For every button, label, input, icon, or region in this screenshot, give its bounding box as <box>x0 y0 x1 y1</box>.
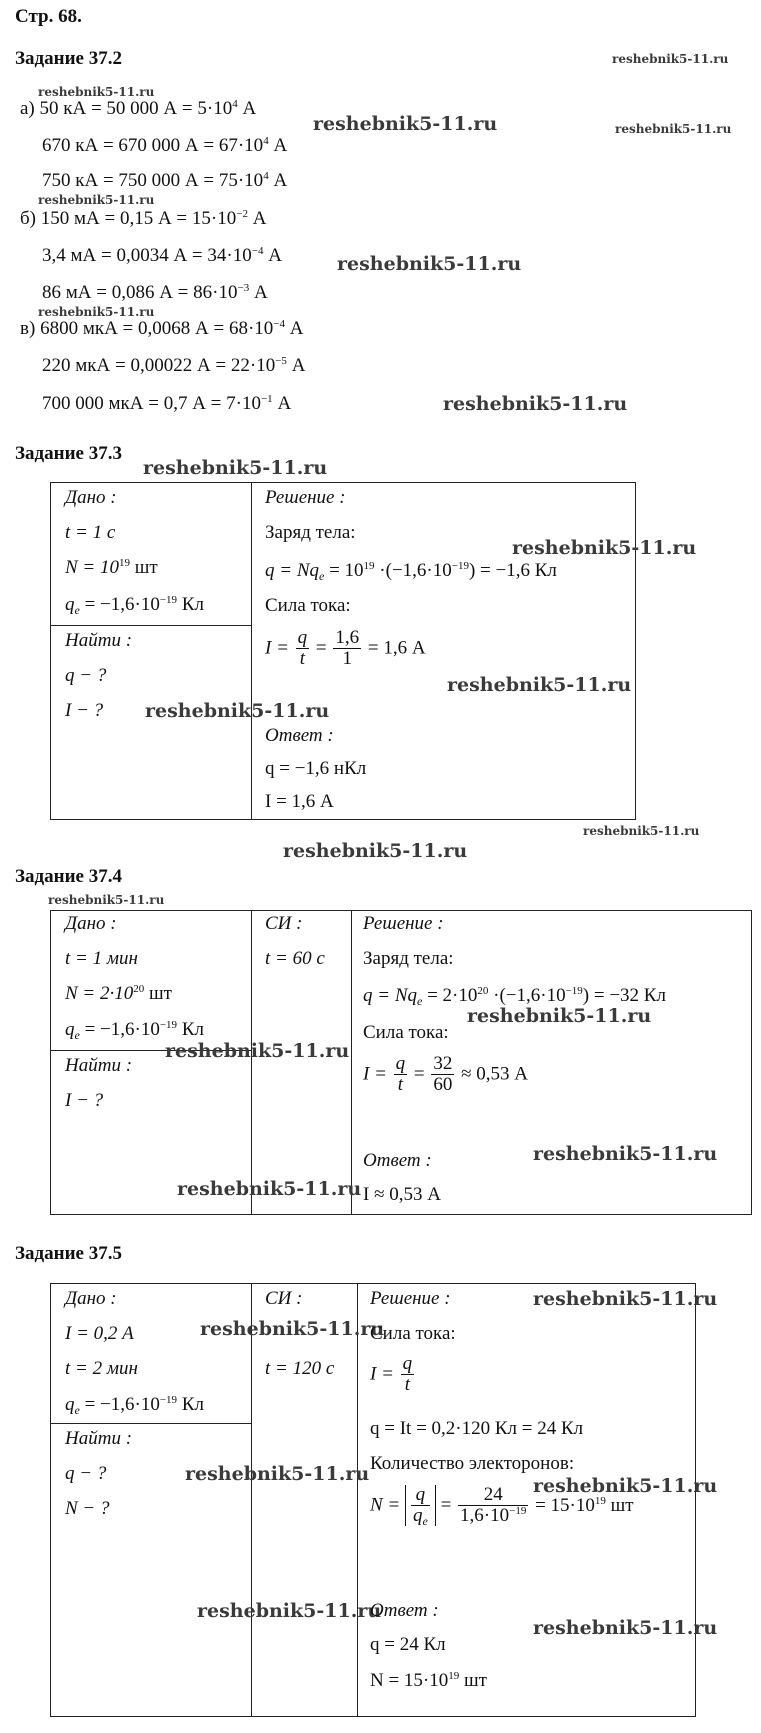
charge-label: Заряд тела: <box>363 948 454 969</box>
task-37-2-title: Задание 37.2 <box>15 48 122 69</box>
eq-text: 86 мА = 0,086 А = 86·10 <box>42 282 238 303</box>
si-label: СИ : <box>265 1288 303 1309</box>
unit: А <box>237 98 257 119</box>
watermark: reshebnik5-11.ru <box>283 840 468 862</box>
given-I: I = 0,2 А <box>65 1323 134 1344</box>
line-v2 <box>42 355 305 377</box>
watermark: reshebnik5-11.ru <box>533 1475 718 1497</box>
unit: А <box>247 208 267 229</box>
watermark: reshebnik5-11.ru <box>48 893 165 907</box>
answer-I: I ≈ 0,53 А <box>363 1184 441 1205</box>
charge-label: Заряд тела: <box>265 522 356 543</box>
find-q: q − ? <box>65 1463 107 1484</box>
watermark: reshebnik5-11.ru <box>313 113 498 135</box>
given-t: t = 1 мин <box>65 948 138 969</box>
line-b1 <box>20 208 266 230</box>
label-a: а) <box>20 98 35 119</box>
given-N: $N = 10^{19}$ шт <box>65 557 158 578</box>
watermark: reshebnik5-11.ru <box>38 85 155 99</box>
unit: А <box>285 318 304 339</box>
unit: А <box>268 170 288 191</box>
given-qe: $q_e = -1,6\cdot 10^{-19}$ Кл <box>65 594 204 617</box>
watermark: reshebnik5-11.ru <box>533 1143 718 1165</box>
watermark: reshebnik5-11.ru <box>38 193 155 207</box>
task-37-5-title: Задание 37.5 <box>15 1243 122 1264</box>
si-t: t = 120 с <box>265 1358 335 1379</box>
exp: −4 <box>251 245 264 257</box>
si-label: СИ : <box>265 913 303 934</box>
find-label: Найти : <box>65 630 133 651</box>
line-b3 <box>42 282 268 304</box>
unit: А <box>272 393 292 414</box>
solution-label: Решение : <box>370 1288 451 1309</box>
current-label: Сила тока: <box>265 595 351 616</box>
eq-text: 6800 мкА = 0,0068 А = 68·10 <box>40 318 274 339</box>
label-b: б) <box>20 208 36 229</box>
answer-label: Ответ : <box>265 725 334 746</box>
watermark: reshebnik5-11.ru <box>185 1463 370 1485</box>
column-divider <box>251 910 252 1214</box>
unit: А <box>268 135 288 156</box>
label-v: в) <box>20 318 36 339</box>
task-37-3-title: Задание 37.3 <box>15 443 122 464</box>
eq-text: 670 кА = 670 000 А = 67·10 <box>42 135 264 156</box>
find-q: q − ? <box>65 665 107 686</box>
answer-q: q = 24 Кл <box>370 1634 446 1655</box>
unit: А <box>263 245 282 266</box>
fraction: $\frac{24}{1,6\cdot 10^{-19}}$ <box>460 1484 527 1526</box>
row-divider <box>50 1423 252 1424</box>
watermark: reshebnik5-11.ru <box>38 305 155 319</box>
exp: −3 <box>237 282 250 294</box>
q-eq: q = It = 0,2·120 Кл = 24 Кл <box>370 1418 584 1439</box>
given-label: Дано : <box>65 1288 117 1309</box>
watermark: reshebnik5-11.ru <box>165 1040 350 1062</box>
watermark: reshebnik5-11.ru <box>533 1288 718 1310</box>
line-v1 <box>20 318 303 340</box>
given-qe: $q_e = -1,6\cdot 10^{-19}$ Кл <box>65 1019 204 1042</box>
solution-label: Решение : <box>265 487 346 508</box>
answer-label: Ответ : <box>363 1150 432 1171</box>
find-label: Найти : <box>65 1428 133 1449</box>
current-eq: I = $\frac{q}{t}$ = $\frac{1,6}{1}$ = 1,6 А <box>265 627 426 669</box>
eq-text: 750 кА = 750 000 А = 75·10 <box>42 170 264 191</box>
charge-eq: $q = Nq_e = 10^{19} \cdot(-1,6\cdot 10^{-19}) = -1,6$ Кл <box>265 560 557 583</box>
watermark: reshebnik5-11.ru <box>512 537 697 559</box>
given-label: Дано : <box>65 487 117 508</box>
eq-text: 150 мА = 0,15 А = 15·10 <box>40 208 237 229</box>
eq-text: 220 мкА = 0,00022 А = 22·10 <box>42 355 276 376</box>
column-divider <box>357 1283 358 1716</box>
watermark: reshebnik5-11.ru <box>467 1005 652 1027</box>
eq-text: 50 кА = 50 000 А = 5·10 <box>39 98 233 119</box>
eq-text: 3,4 мА = 0,0034 А = 34·10 <box>42 245 252 266</box>
line-a3 <box>42 170 287 192</box>
given-qe: $q_e = -1,6\cdot 10^{-19}$ Кл <box>65 1394 204 1417</box>
fraction: $\frac{q}{t}$ <box>297 627 308 669</box>
answer-I: I = 1,6 А <box>265 791 334 812</box>
fraction: $\frac{32}{60}$ <box>433 1053 453 1095</box>
unit: А <box>249 282 268 303</box>
watermark: reshebnik5-11.ru <box>583 824 700 838</box>
watermark: reshebnik5-11.ru <box>447 674 632 696</box>
column-divider <box>351 910 352 1214</box>
eq-text: 700 000 мкА = 0,7 А = 7·10 <box>42 393 261 414</box>
find-label: Найти : <box>65 1055 133 1076</box>
column-divider <box>251 1283 252 1716</box>
watermark: reshebnik5-11.ru <box>143 457 328 479</box>
current-eq: I = $\frac{q}{t}$ = $\frac{32}{60}$ ≈ 0,53 А <box>363 1053 529 1095</box>
find-I: I − ? <box>65 700 104 721</box>
exp: 4 <box>263 170 269 182</box>
watermark: reshebnik5-11.ru <box>533 1617 718 1639</box>
given-t: t = 1 с <box>65 522 116 543</box>
watermark: reshebnik5-11.ru <box>337 253 522 275</box>
si-t: t = 60 с <box>265 948 325 969</box>
line-a1 <box>20 98 256 120</box>
watermark: reshebnik5-11.ru <box>197 1600 382 1622</box>
given-t: t = 2 мин <box>65 1358 138 1379</box>
line-b2 <box>42 245 282 267</box>
page-header: Стр. 68. <box>15 6 82 27</box>
current-label: Сила тока: <box>370 1323 456 1344</box>
current-eq: I = $\frac{q}{t}$ <box>370 1353 413 1395</box>
task-37-4-title: Задание 37.4 <box>15 866 122 887</box>
exp: −4 <box>273 318 285 330</box>
row-divider <box>50 625 252 626</box>
N-eq: N = $\frac{q}{q_e}$ = $\frac{24}{1,6\cdot 10^{-19}}$ = $15\cdot 10^{19}$ шт <box>370 1484 634 1528</box>
watermark: reshebnik5-11.ru <box>145 700 330 722</box>
answer-q: q = −1,6 нКл <box>265 758 367 779</box>
solution-label: Решение : <box>363 913 444 934</box>
watermark: reshebnik5-11.ru <box>200 1318 385 1340</box>
exp: −1 <box>260 393 273 405</box>
watermark: reshebnik5-11.ru <box>612 52 729 66</box>
column-divider <box>251 482 252 819</box>
exp: −5 <box>275 355 287 367</box>
electrons-label: Количество электоронов: <box>370 1453 575 1474</box>
exp: 4 <box>263 135 269 147</box>
find-N: N − ? <box>65 1498 110 1519</box>
fraction: $\frac{q}{t}$ <box>402 1353 413 1395</box>
given-label: Дано : <box>65 913 117 934</box>
find-I: I − ? <box>65 1090 104 1111</box>
line-v3 <box>42 393 291 415</box>
fraction: $\frac{1,6}{1}$ <box>335 627 360 669</box>
watermark: reshebnik5-11.ru <box>177 1178 362 1200</box>
exp: 4 <box>232 98 238 110</box>
absolute-value: $\frac{q}{q_e}$ <box>405 1485 436 1526</box>
exp: −2 <box>236 208 248 220</box>
charge-eq: $q = Nq_e = 2\cdot 10^{20} \cdot(-1,6\cdot 10^{-19}) = -32$ Кл <box>363 985 666 1008</box>
given-N: $N = 2\cdot 10^{20}$ шт <box>65 983 172 1004</box>
watermark: reshebnik5-11.ru <box>615 122 732 136</box>
watermark: reshebnik5-11.ru <box>443 393 628 415</box>
answer-N: $N = 15\cdot 10^{19}$ шт <box>370 1670 487 1691</box>
line-a2 <box>42 135 287 157</box>
unit: А <box>286 355 306 376</box>
fraction: $\frac{q}{t}$ <box>395 1053 406 1095</box>
current-label: Сила тока: <box>363 1022 449 1043</box>
answer-label: Ответ : <box>370 1600 439 1621</box>
